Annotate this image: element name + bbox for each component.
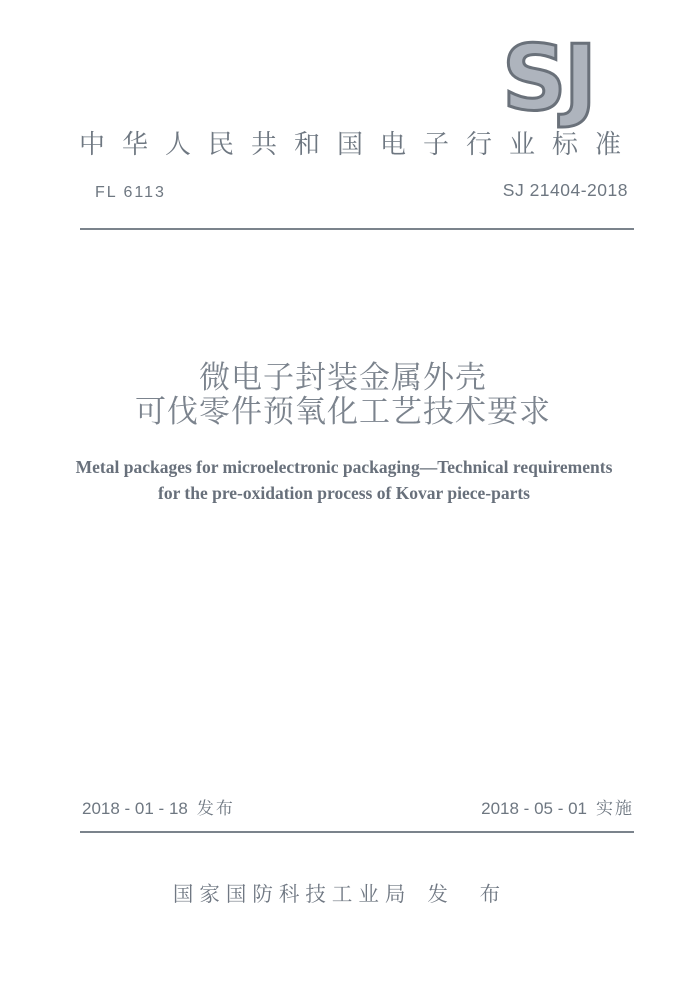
publisher-action: 发 布 (427, 883, 514, 906)
title-chinese-line2: 可伐零件预氧化工艺技术要求 (135, 394, 551, 429)
masthead-title: 中华人民共和国电子行业标准 (79, 129, 639, 159)
title-chinese (66, 361, 620, 429)
dates-row (82, 794, 634, 819)
issue-date-value: 2018 - 01 - 18 (82, 799, 188, 818)
masthead-divider (80, 228, 634, 230)
implement-date-value: 2018 - 05 - 01 (481, 799, 587, 818)
implement-date (481, 794, 634, 819)
classification-code: FL 6113 (95, 184, 166, 201)
issue-date (82, 794, 235, 819)
publisher-line (66, 877, 620, 907)
sj-logo: SJ (501, 26, 595, 131)
title-english-line1: Metal packages for microelectronic packaging—Technical requirements (75, 457, 613, 477)
implement-date-label: 实施 (596, 799, 634, 818)
title-chinese-line1: 微电子封装金属外壳 (199, 360, 487, 395)
title-english (67, 454, 621, 506)
publisher-name: 国家国防科技工业局 (172, 883, 412, 906)
standard-number: SJ 21404-2018 (502, 180, 628, 200)
issue-date-label: 发布 (196, 799, 235, 818)
footer-divider (80, 831, 634, 833)
title-english-line2: for the pre-oxidation process of Kovar piece-parts (158, 483, 530, 503)
